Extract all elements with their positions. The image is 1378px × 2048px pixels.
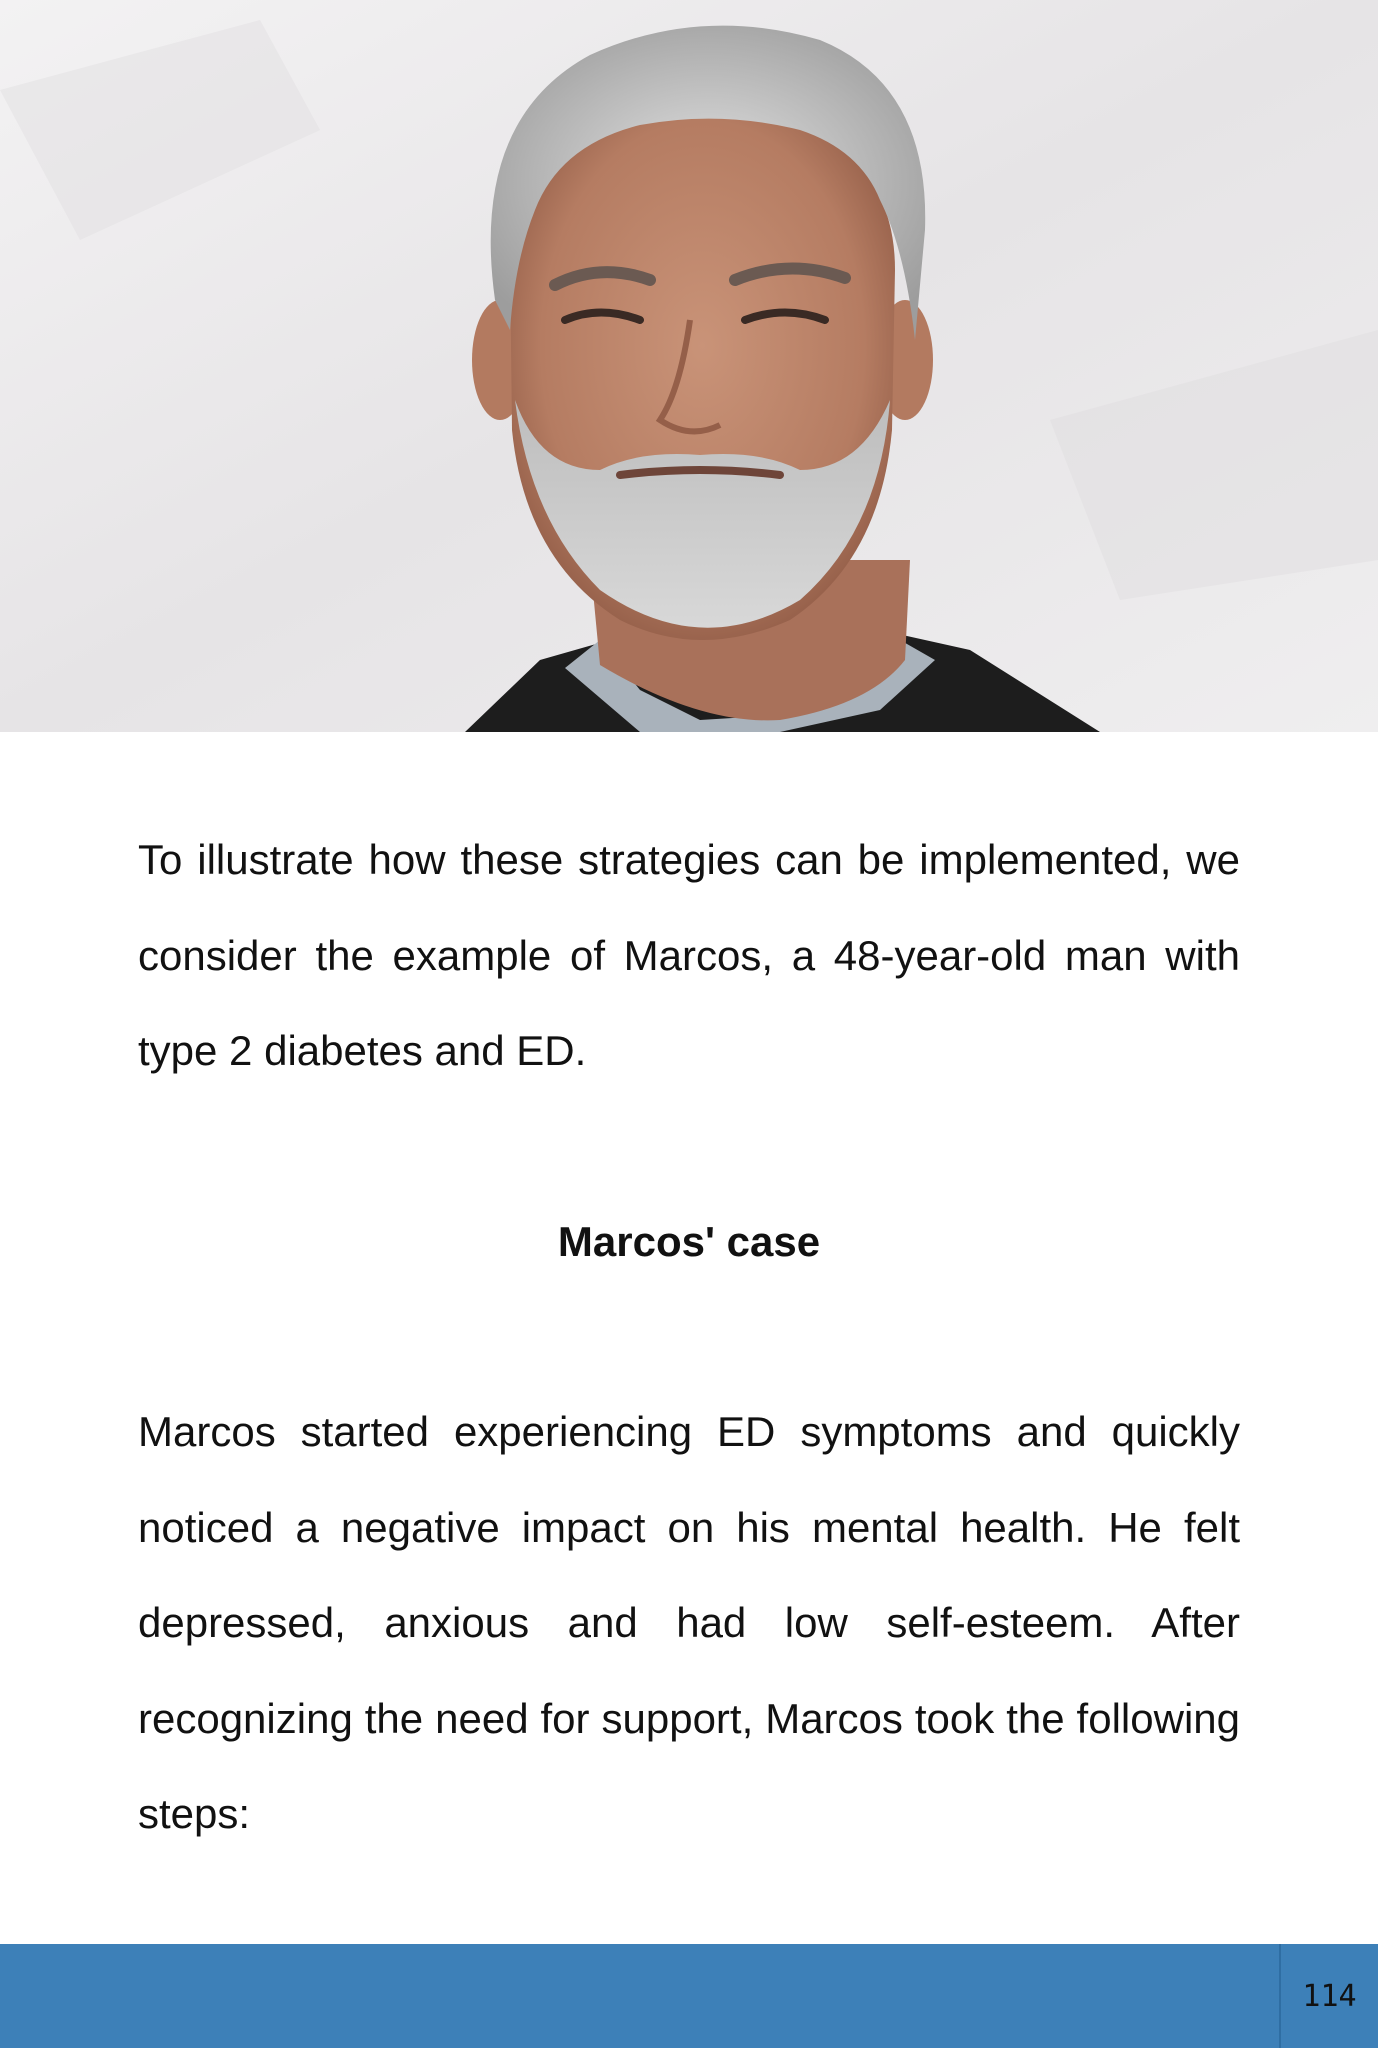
hero-photo <box>0 0 1378 732</box>
section-heading: Marcos' case <box>557 1217 821 1265</box>
intro-paragraph: To illustrate how these strategies can be implemented, we consider the example of Marcos, a 48-year-old man with type 2 diabetes and ED. <box>138 836 1240 1074</box>
spacer <box>138 1289 1240 1384</box>
spacer <box>138 1099 1240 1194</box>
case-paragraph: Marcos started experiencing ED symptoms and quickly noticed a negative impact on his mental health. He felt depressed, anxious and had low self-esteem. After recognizing the need for support, Marcos took the following steps: <box>138 1408 1240 1837</box>
portrait-illustration <box>0 0 1378 732</box>
page-number: 114 <box>1302 1978 1357 2014</box>
page-number-box <box>1279 1944 1378 2048</box>
page-content <box>138 812 1240 1862</box>
footer-bar <box>0 1944 1378 2048</box>
